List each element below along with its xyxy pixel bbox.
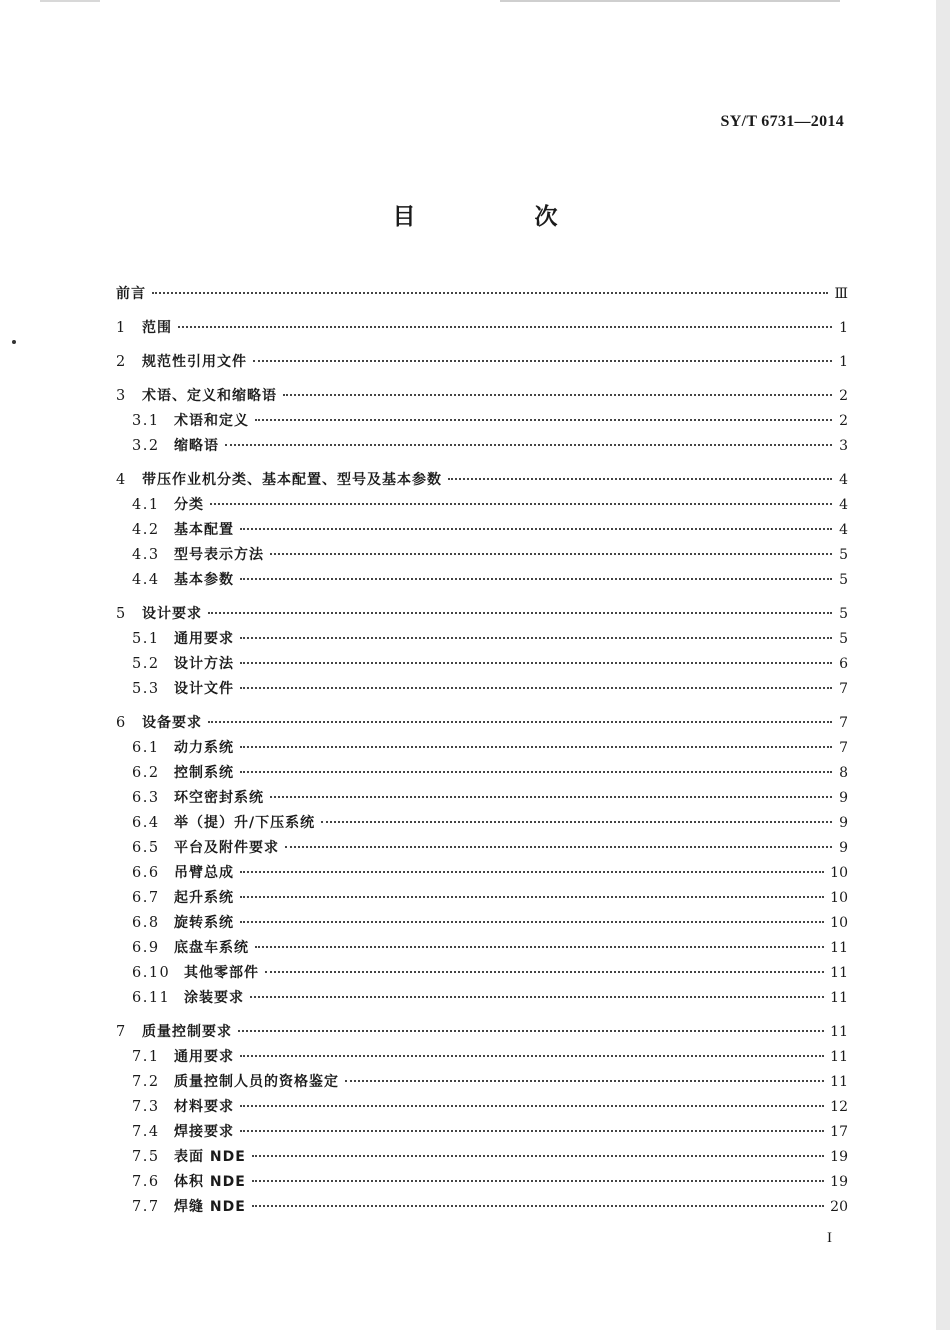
- dot-leader: [152, 291, 828, 294]
- toc-entry-page: 19: [830, 1149, 848, 1165]
- toc-entry-number: 7.3: [132, 1099, 160, 1115]
- toc-entry[interactable]: [116, 1196, 848, 1221]
- toc-entry[interactable]: [116, 569, 848, 594]
- toc-entry-number: 6.4: [132, 815, 160, 831]
- dot-leader: [240, 1054, 824, 1057]
- toc-entry-page: 5: [839, 547, 848, 563]
- toc-entry-page: 20: [830, 1199, 848, 1215]
- toc-entry-number: 4.4: [132, 572, 160, 588]
- toc-entry-number: 6.10: [132, 965, 171, 981]
- toc-entry[interactable]: [116, 317, 848, 342]
- page-title: 目 次: [392, 204, 606, 230]
- toc-entry-number: 5.1: [132, 631, 160, 647]
- toc-entry-title: 前言: [116, 286, 146, 302]
- toc-entry-title: 通用要求: [174, 631, 234, 647]
- toc-entry[interactable]: [116, 544, 848, 569]
- dot-leader: [240, 661, 832, 664]
- toc-entry-title: 带压作业机分类、基本配置、型号及基本参数: [142, 472, 442, 488]
- toc-entry[interactable]: [116, 603, 848, 628]
- toc-entry-title: 环空密封系统: [174, 790, 264, 806]
- dot-leader: [208, 611, 832, 614]
- toc-entry-page: 12: [830, 1099, 848, 1115]
- dot-leader: [240, 745, 832, 748]
- toc-entry[interactable]: [116, 1171, 848, 1196]
- toc-entry-page: 3: [839, 438, 848, 454]
- toc-entry-page: 7: [839, 740, 848, 756]
- toc-entry-title: 基本参数: [174, 572, 234, 588]
- toc-entry[interactable]: [116, 435, 848, 460]
- dot-leader: [178, 325, 832, 328]
- toc-entry-title: 体积 NDE: [174, 1174, 246, 1190]
- toc-entry-page: 11: [830, 1024, 848, 1040]
- toc-entry[interactable]: [116, 762, 848, 787]
- toc-entry-page: 5: [839, 572, 848, 588]
- toc-entry-title: 术语和定义: [174, 413, 249, 429]
- document-code: SY/T 6731—2014: [720, 113, 844, 130]
- toc-entry-number: 7.7: [132, 1199, 160, 1215]
- toc-entry-page: 19: [830, 1174, 848, 1190]
- dot-leader: [255, 418, 832, 421]
- toc-entry-number: 2: [116, 354, 127, 370]
- toc-entry-page: 10: [830, 865, 848, 881]
- toc-entry-title: 底盘车系统: [174, 940, 249, 956]
- toc-entry[interactable]: [116, 1121, 848, 1146]
- dot-leader: [265, 970, 824, 973]
- toc-entry-title: 控制系统: [174, 765, 234, 781]
- toc-entry-page: 7: [839, 715, 848, 731]
- dot-leader: [283, 393, 832, 396]
- toc-entry[interactable]: [116, 1046, 848, 1071]
- toc-entry-number: 5.3: [132, 681, 160, 697]
- toc-entry-title: 吊臂总成: [174, 865, 234, 881]
- toc-entry-number: 6.5: [132, 840, 160, 856]
- toc-entry[interactable]: [116, 962, 848, 987]
- toc-entry[interactable]: [116, 351, 848, 376]
- toc-entry-page: 4: [839, 472, 848, 488]
- toc-entry-title: 表面 NDE: [174, 1149, 246, 1165]
- toc-entry-number: 5: [116, 606, 127, 622]
- toc-entry-number: 4.2: [132, 522, 160, 538]
- toc-entry-title: 质量控制要求: [142, 1024, 232, 1040]
- toc-entry[interactable]: [116, 737, 848, 762]
- toc-entry[interactable]: [116, 494, 848, 519]
- toc-entry-number: 1: [116, 320, 127, 336]
- toc-entry-number: 7.1: [132, 1049, 160, 1065]
- toc-entry-page: 11: [830, 965, 848, 981]
- toc-entry-title: 基本配置: [174, 522, 234, 538]
- toc-entry-title: 术语、定义和缩略语: [142, 388, 277, 404]
- toc-entry[interactable]: [116, 912, 848, 937]
- toc-entry-page: 10: [830, 915, 848, 931]
- toc-entry-title: 通用要求: [174, 1049, 234, 1065]
- toc-entry-number: 6.1: [132, 740, 160, 756]
- table-of-contents: [116, 283, 848, 1221]
- toc-entry[interactable]: [116, 812, 848, 837]
- toc-entry[interactable]: [116, 837, 848, 862]
- toc-entry[interactable]: [116, 712, 848, 737]
- dot-leader: [210, 502, 832, 505]
- toc-entry-page: 11: [830, 940, 848, 956]
- toc-entry-page: 11: [830, 990, 848, 1006]
- toc-entry-number: 6.3: [132, 790, 160, 806]
- toc-entry-page: 17: [830, 1124, 848, 1140]
- toc-entry-number: 6.8: [132, 915, 160, 931]
- toc-entry-number: 7.2: [132, 1074, 160, 1090]
- toc-entry[interactable]: [116, 385, 848, 410]
- dot-leader: [270, 552, 832, 555]
- toc-entry-title: 缩略语: [174, 438, 219, 454]
- toc-entry-page: 2: [839, 413, 848, 429]
- toc-entry[interactable]: [116, 937, 848, 962]
- toc-entry-page: Ⅲ: [834, 286, 848, 302]
- toc-entry-page: 5: [839, 606, 848, 622]
- toc-entry-number: 4: [116, 472, 127, 488]
- toc-entry-number: 6.9: [132, 940, 160, 956]
- toc-entry[interactable]: [116, 987, 848, 1012]
- toc-entry-title: 起升系统: [174, 890, 234, 906]
- toc-entry-page: 9: [839, 840, 848, 856]
- toc-entry-title: 分类: [174, 497, 204, 513]
- toc-entry-page: 1: [839, 354, 848, 370]
- scan-speck: [12, 340, 16, 344]
- dot-leader: [240, 577, 832, 580]
- toc-entry-title: 设计方法: [174, 656, 234, 672]
- dot-leader: [240, 636, 832, 639]
- toc-entry-page: 8: [839, 765, 848, 781]
- dot-leader: [345, 1079, 824, 1082]
- dot-leader: [240, 1104, 824, 1107]
- toc-entry[interactable]: [116, 678, 848, 703]
- toc-entry-number: 7.5: [132, 1149, 160, 1165]
- toc-entry-title: 涂装要求: [184, 990, 244, 1006]
- toc-entry-number: 5.2: [132, 656, 160, 672]
- toc-entry-number: 4.3: [132, 547, 160, 563]
- toc-entry-title: 动力系统: [174, 740, 234, 756]
- toc-entry-page: 6: [839, 656, 848, 672]
- dot-leader: [270, 795, 832, 798]
- toc-entry-number: 3.2: [132, 438, 160, 454]
- page-folio: I: [827, 1230, 832, 1246]
- toc-entry[interactable]: [116, 787, 848, 812]
- toc-entry-number: 6.7: [132, 890, 160, 906]
- dot-leader: [240, 1129, 824, 1132]
- toc-entry[interactable]: [116, 469, 848, 494]
- toc-entry-title: 焊接要求: [174, 1124, 234, 1140]
- dot-leader: [240, 920, 824, 923]
- toc-entry-title: 范围: [142, 320, 172, 336]
- toc-entry-title: 设计文件: [174, 681, 234, 697]
- toc-entry-number: 7.6: [132, 1174, 160, 1190]
- toc-entry-number: 3: [116, 388, 127, 404]
- toc-entry-title: 规范性引用文件: [142, 354, 247, 370]
- toc-entry-number: 6: [116, 715, 127, 731]
- toc-entry[interactable]: [116, 519, 848, 544]
- toc-entry-title: 型号表示方法: [174, 547, 264, 563]
- toc-entry-page: 11: [830, 1074, 848, 1090]
- toc-entry[interactable]: [116, 1071, 848, 1096]
- toc-entry-page: 7: [839, 681, 848, 697]
- toc-entry-page: 9: [839, 790, 848, 806]
- scan-artifact: [40, 0, 100, 2]
- dot-leader: [252, 1179, 824, 1182]
- toc-entry-page: 1: [839, 320, 848, 336]
- toc-entry[interactable]: [116, 283, 848, 308]
- toc-entry[interactable]: [116, 628, 848, 653]
- dot-leader: [225, 443, 832, 446]
- toc-entry-title: 焊缝 NDE: [174, 1199, 246, 1215]
- dot-leader: [252, 1154, 824, 1157]
- toc-entry-page: 10: [830, 890, 848, 906]
- toc-entry-page: 11: [830, 1049, 848, 1065]
- toc-entry-title: 质量控制人员的资格鉴定: [174, 1074, 339, 1090]
- toc-entry-page: 5: [839, 631, 848, 647]
- dot-leader: [250, 995, 824, 998]
- toc-entry-title: 材料要求: [174, 1099, 234, 1115]
- toc-entry-number: 7.4: [132, 1124, 160, 1140]
- toc-entry-page: 9: [839, 815, 848, 831]
- toc-entry[interactable]: [116, 1096, 848, 1121]
- toc-entry-title: 旋转系统: [174, 915, 234, 931]
- toc-entry[interactable]: [116, 653, 848, 678]
- dot-leader: [208, 720, 832, 723]
- toc-entry-title: 平台及附件要求: [174, 840, 279, 856]
- dot-leader: [240, 870, 824, 873]
- toc-entry-title: 其他零部件: [184, 965, 259, 981]
- dot-leader: [240, 686, 832, 689]
- toc-entry-number: 6.2: [132, 765, 160, 781]
- dot-leader: [321, 820, 832, 823]
- toc-entry[interactable]: [116, 1021, 848, 1046]
- dot-leader: [240, 527, 832, 530]
- toc-entry-number: 4.1: [132, 497, 160, 513]
- dot-leader: [448, 477, 832, 480]
- toc-entry-number: 7: [116, 1024, 127, 1040]
- toc-entry-page: 4: [839, 497, 848, 513]
- toc-entry-number: 3.1: [132, 413, 160, 429]
- dot-leader: [240, 895, 824, 898]
- scan-artifact: [500, 0, 840, 2]
- toc-entry[interactable]: [116, 887, 848, 912]
- toc-entry-title: 设备要求: [142, 715, 202, 731]
- dot-leader: [252, 1204, 824, 1207]
- toc-entry-page: 4: [839, 522, 848, 538]
- dot-leader: [238, 1029, 824, 1032]
- toc-entry-number: 6.11: [132, 990, 171, 1006]
- dot-leader: [240, 770, 832, 773]
- dot-leader: [253, 359, 832, 362]
- toc-entry[interactable]: [116, 862, 848, 887]
- toc-entry[interactable]: [116, 1146, 848, 1171]
- toc-entry[interactable]: [116, 410, 848, 435]
- dot-leader: [255, 945, 824, 948]
- toc-entry-title: 举（提）升/下压系统: [174, 815, 316, 831]
- toc-entry-number: 6.6: [132, 865, 160, 881]
- toc-entry-page: 2: [839, 388, 848, 404]
- dot-leader: [285, 845, 832, 848]
- toc-entry-title: 设计要求: [142, 606, 202, 622]
